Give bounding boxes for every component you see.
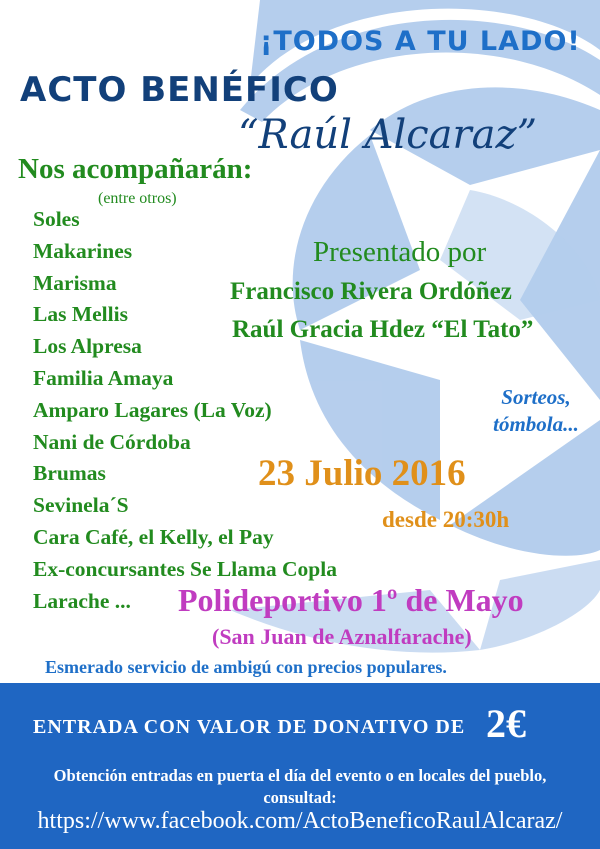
presenter-name: Francisco Rivera Ordóñez [230,278,512,305]
artist-item: Makarines [33,238,133,263]
artist-item: Nani de Córdoba [33,429,191,454]
event-subtitle: “Raúl Alcaraz” [238,112,538,158]
artist-item: Brumas [33,461,106,486]
artist-item: Cara Café, el Kelly, el Pay [33,524,274,549]
artist-item: Ex-concursantes Se Llama Copla [33,556,337,581]
artist-item: Sevinela´S [33,493,129,518]
artist-item: Las Mellis [33,302,128,327]
entry-price: 2€ [486,701,526,746]
artist-list [33,204,337,617]
artist-item: Amparo Lagares (La Voz) [33,397,272,422]
ticket-info-line: Obtención entradas en puerta el día del evento o en locales del pueblo, [53,766,547,785]
raffle-note [476,384,596,438]
entry-label: ENTRADA CON VALOR DE DONATIVO DE [33,716,466,738]
event-title: ACTO BENÉFICO [20,70,339,110]
venue-location: (San Juan de Aznalfarache) [212,624,472,649]
raffle-line: Sorteos, [501,385,571,409]
artist-item: Familia Amaya [33,365,174,390]
venue-name: Polideportivo 1º de Mayo [178,582,524,618]
lineup-note: (entre otros) [98,190,177,207]
ticket-info-line: consultad: [263,788,337,807]
raffle-line: tómbola... [493,412,579,436]
event-date: 23 Julio 2016 [258,453,466,494]
artist-item: Larache ... [33,588,131,613]
catering-note: Esmerado servicio de ambigú con precios populares. [45,657,447,677]
presented-by-label: Presentado por [313,236,487,268]
facebook-link[interactable]: https://www.facebook.com/ActoBeneficoRaulAlcaraz/ [37,808,563,834]
artist-item: Marisma [33,270,117,295]
event-time: desde 20:30h [382,507,510,532]
lineup-heading: Nos acompañarán: [18,153,253,185]
presenter-name: Raúl Gracia Hdez “El Tato” [232,316,534,343]
event-tagline: ¡TODOS A TU LADO! [260,26,581,57]
artist-item: Los Alpresa [33,334,142,359]
artist-item: Soles [33,207,80,231]
